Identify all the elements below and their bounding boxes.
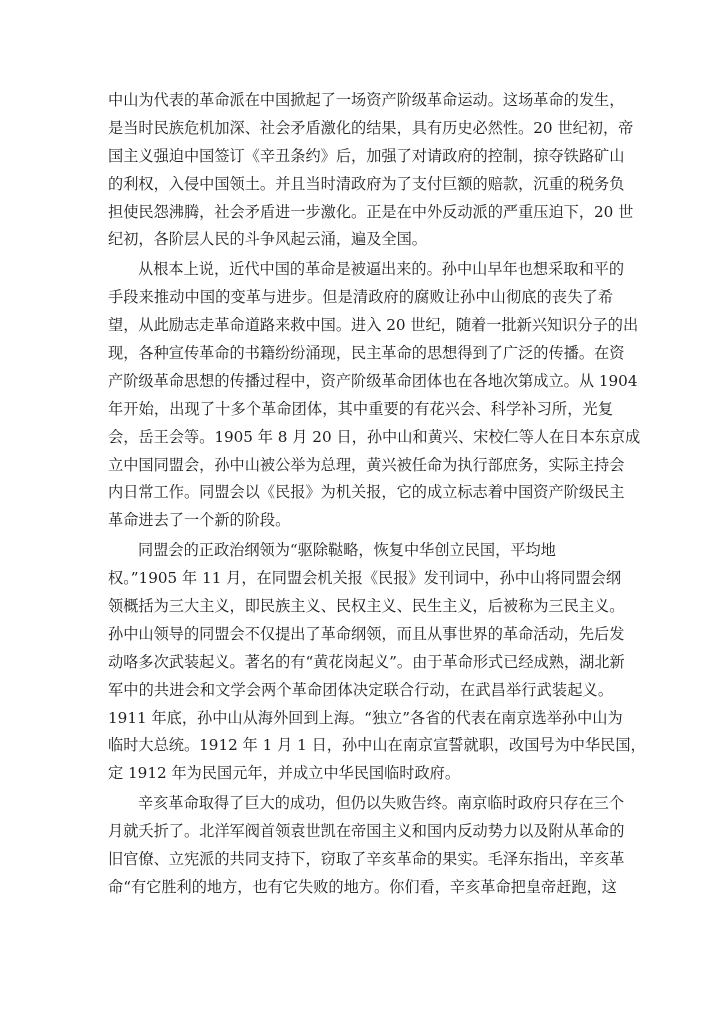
text-line: 命“有它胜利的地方，也有它失败的地方。你们看，辛亥革命把皇帝赶跑，这 xyxy=(108,877,617,896)
text-line: 纪初，各阶层人民的斗争风起云涌，遍及全国。 xyxy=(108,230,427,249)
text-line: 辛亥革命取得了巨大的成功，但仍以失败告终。南京临时政府只存在三个 xyxy=(138,794,624,813)
text-line: 年开始，出现了十多个革命团体，其中重要的有花兴会、科学补习所，光复 xyxy=(108,399,613,418)
text-line: 产阶级革命思想的传播过程中，资产阶级革命团体也在各地次第成立。从 1904 xyxy=(108,371,638,390)
paragraph xyxy=(108,256,641,535)
text-line: 会，岳王会等。1905 年 8 月 20 日，孙中山和黄兴、宋校仁等人在日本东京成 xyxy=(108,427,641,446)
text-line: 同盟会的正政治纲领为“驱除鞑略，恢复中华创立民国，平均地 xyxy=(138,541,556,560)
text-line: 手段来推动中国的变革与进步。但是清政府的腐败让孙中山彻底的丧失了希 xyxy=(108,288,613,307)
text-line: 担使民怨沸腾，社会矛盾进一步激化。正是在中外反动派的严重压迫下，20 世 xyxy=(108,202,634,221)
text-line: 国主义强迫中国签订《辛丑条约》后，加强了对请政府的控制，掠夺铁路矿山 xyxy=(108,146,625,165)
paragraph xyxy=(108,537,646,788)
text-line: 革命进去了一个新的阶段。 xyxy=(108,511,291,530)
text-line: 临时大总统。1912 年 1 月 1 日，孙中山在南京宣誓就职，改国号为中华民国， xyxy=(108,736,646,755)
text-line: 望，从此励志走革命道路来救中国。进入 20 世纪，随着一批新兴知识分子的出 xyxy=(108,316,639,335)
text-line: 中山为代表的革命派在中国掀起了一场资产阶级革命运动。这场革命的发生， xyxy=(108,91,625,109)
text-line: 从根本上说，近代中国的革命是被逼出来的。孙中山早年也想采取和平的 xyxy=(138,260,624,279)
text-line: 是当时民族危机加深、社会矛盾激化的结果，具有历史必然性。20 世纪初，帝 xyxy=(108,118,634,137)
text-line: 军中的共进会和文学会两个革命团体决定联合行动，在武昌举行武装起义。 xyxy=(108,680,613,699)
text-line: 领概括为三大主义，即民族主义、民权主义、民生主义，后被称为三民主义。 xyxy=(108,597,625,616)
paragraph xyxy=(108,87,634,254)
text-line: 立中国同盟会，孙中山被公举为总理，黄兴被任命为执行部庶务，实际主持会 xyxy=(108,455,625,474)
text-line: 定 1912 年为民国元年，并成立中华民国临时政府。 xyxy=(108,764,461,783)
text-line: 月就夭折了。北洋军阀首领袁世凯在帝国主义和国内反动势力以及附从革命的 xyxy=(108,822,625,841)
text-line: 动咯多次武装起义。著名的有“黄花岗起义”。由于革命形式已经成熟，湖北新 xyxy=(108,652,625,671)
document-page xyxy=(108,87,646,904)
text-line: 现，各种宣传革命的书籍纷纷涌现，民主革命的思想得到了广泛的传播。在资 xyxy=(108,344,625,363)
text-line: 1911 年底，孙中山从海外回到上海。“独立”各省的代表在南京选举孙中山为 xyxy=(108,708,623,727)
text-line: 旧官僚、立宪派的共同支持下，窃取了辛亥革命的果实。毛泽东指出，辛亥革 xyxy=(108,850,625,869)
text-line: 的利权，入侵中国领土。并且当时清政府为了支付巨额的赔款，沉重的税务负 xyxy=(108,174,625,193)
text-line: 孙中山领导的同盟会不仅提出了革命纲领，而且从事世界的革命活动，先后发 xyxy=(108,624,625,643)
text-line: 内日常工作。同盟会以《民报》为机关报，它的成立标志着中国资产阶级民主 xyxy=(108,483,625,502)
text-line: 权。”1905 年 11 月，在同盟会机关报《民报》发刊词中，孙中山将同盟会纲 xyxy=(108,569,622,588)
paragraph xyxy=(108,790,625,902)
